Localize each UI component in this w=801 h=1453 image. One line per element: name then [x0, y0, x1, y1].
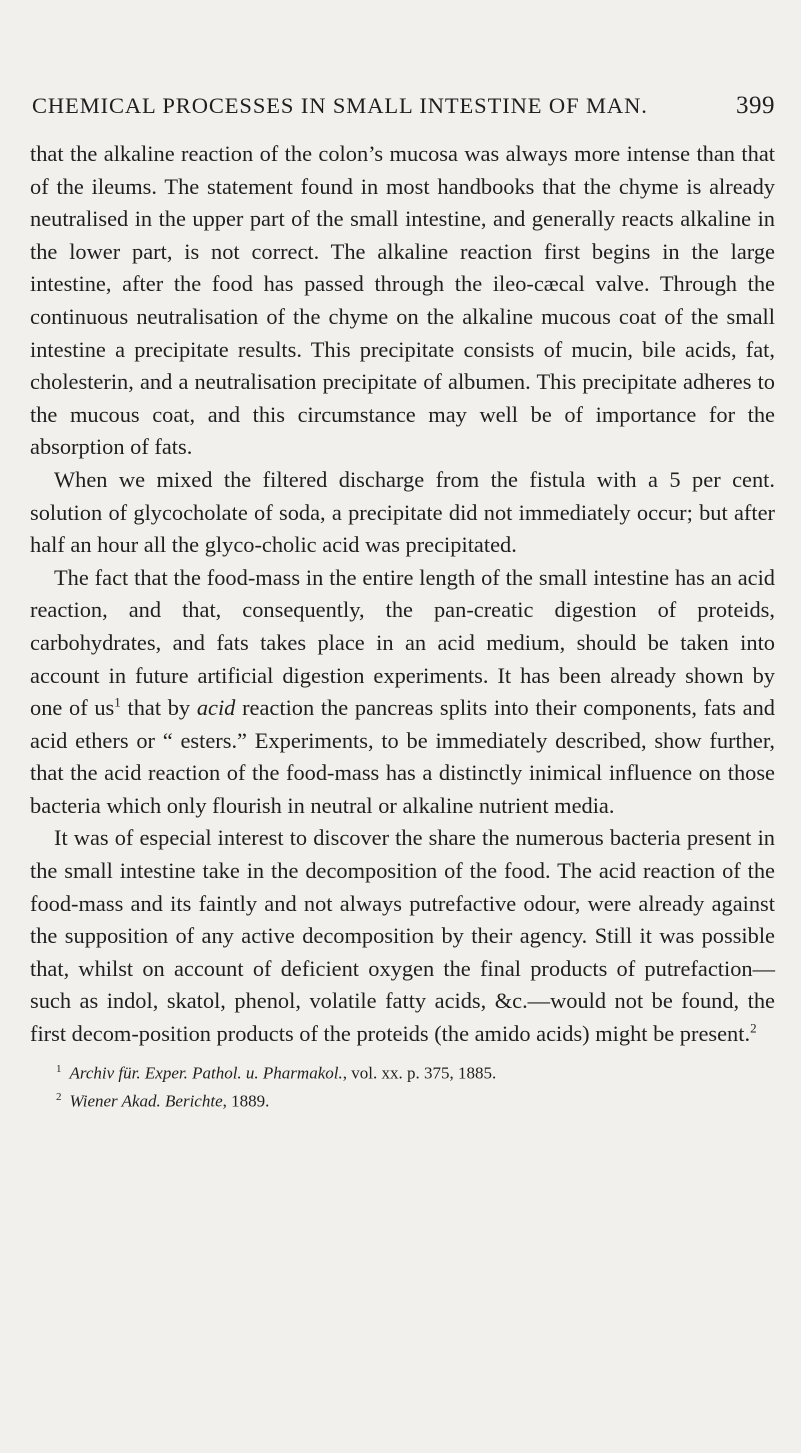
footnote-mark-2: 2 — [56, 1091, 62, 1104]
footnote-1-source: Archiv für. Exper. Pathol. u. Pharmakol. — [69, 1063, 343, 1083]
book-page — [30, 92, 775, 1114]
running-head — [30, 92, 775, 120]
paragraph-3-text-a: The fact that the food-mass in the entire length of the small intestine has an acid reaction, and that, consequently, the pan-creatic digestion of proteids, carbohydrates, and fats takes place in an acid medium, should be taken into account in future artificial digestion experiments. It has been already shown by one of us — [30, 564, 775, 721]
paragraph-1: that the alkaline reaction of the colon’s mucosa was always more intense than that of the ileums. The statement found in most handbooks that the chyme is already neutralised in the upper part of the small intestine, and generally reacts alkaline in the lower part, is not correct. The alkaline reaction first begins in the large intestine, after the food has passed through the ileo-cæcal valve. Through the continuous neutralisation of the chyme on the alkaline mucous coat of the small intestine a precipitate results. This precipitate consists of mucin, bile acids, fat, cholesterin, and a neutralisation precipitate of albumen. This precipitate adheres to the mucous coat, and this circumstance may well be of importance for the absorption of fats. — [30, 141, 775, 460]
footnote-mark-1: 1 — [56, 1062, 62, 1075]
footnote-2-details: , 1889. — [222, 1091, 270, 1111]
paragraph-2: When we mixed the filtered discharge from the fistula with a 5 per cent. solution of glycocholate of soda, a precipitate did not immediately occur; but after half an hour all the glyco-cholic acid was precipitated. — [30, 466, 775, 558]
footnote-ref-2: 2 — [750, 1020, 757, 1036]
paragraph-3-text-b: that by — [120, 695, 197, 721]
body-text — [30, 138, 775, 1051]
footnote-1-details: , vol. xx. p. 375, 1885. — [342, 1063, 497, 1083]
footnote-2 — [56, 1085, 775, 1114]
paragraph-3 — [30, 562, 775, 823]
paragraph-3-text-c: reaction the pancreas splits into their components, fats and acid ethers or “ esters.” Experiments, to be immediately described, show further, that the acid reaction of the food-mass has a distinctly inimical influence on those bacteria which only flourish in neutral or alkaline nutrient media. — [30, 695, 775, 818]
page-number: 399 — [736, 92, 775, 119]
footnote-ref-1: 1 — [114, 694, 121, 710]
footnote-1 — [56, 1057, 775, 1086]
footnotes — [30, 1057, 775, 1114]
paragraph-3-italic: acid — [196, 695, 236, 721]
running-head-title: CHEMICAL PROCESSES IN SMALL INTESTINE OF MAN. — [32, 93, 648, 118]
paragraph-4-text: It was of especial interest to discover the share the numerous bacteria present in the small intestine take in the decomposition of the food. The acid reaction of the food-mass and its faintly and not always putrefactive odour, were already against the supposition of any active decomposition by their agency. Still it was possible that, whilst on account of deficient oxygen the final products of putrefaction—such as indol, skatol, phenol, volatile fatty acids, &c.—would not be found, the first decom-position products of the proteids (the amido acids) might be present. — [30, 825, 775, 1047]
paragraph-4 — [30, 822, 775, 1050]
footnote-2-source: Wiener Akad. Berichte — [69, 1091, 223, 1111]
